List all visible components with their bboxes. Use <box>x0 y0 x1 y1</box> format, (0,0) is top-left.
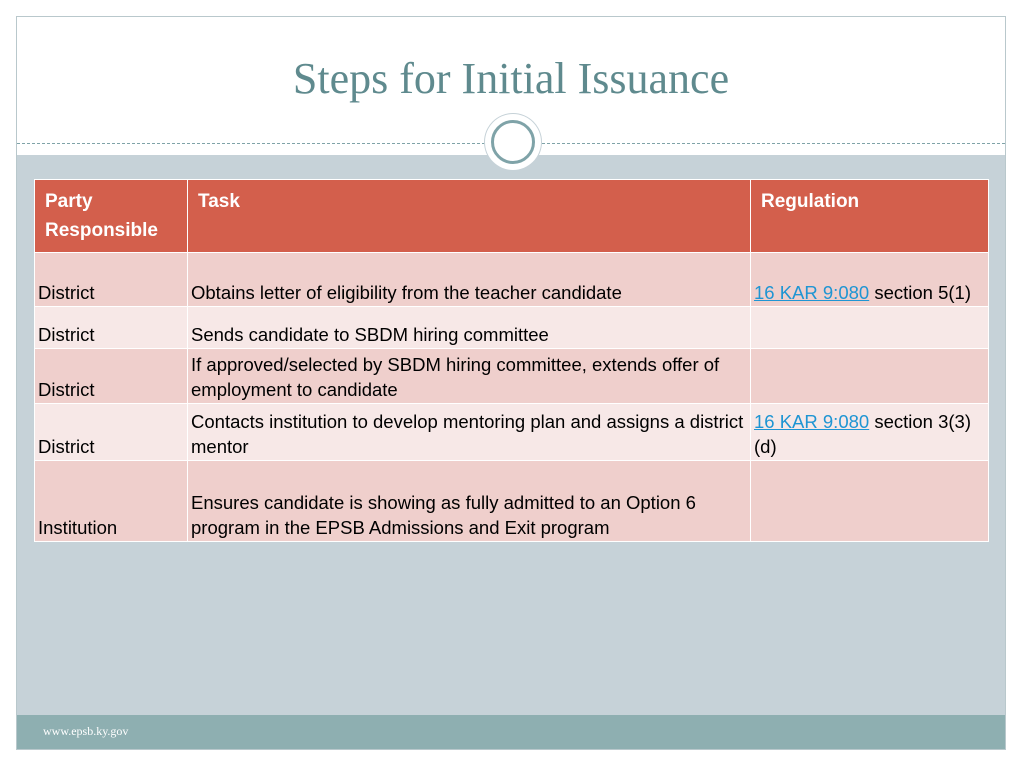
party-cell: District <box>35 253 188 307</box>
task-cell: Sends candidate to SBDM hiring committee <box>188 307 751 349</box>
regulation-section: section 3(3)(d) <box>754 411 971 457</box>
slide-title: Steps for Initial Issuance <box>292 54 730 103</box>
party-cell: District <box>35 404 188 461</box>
regulation-cell <box>751 349 989 404</box>
party-cell: Institution <box>35 461 188 542</box>
table-row <box>35 253 989 307</box>
party-cell: District <box>35 307 188 349</box>
task-cell: Obtains letter of eligibility from the teacher candidate <box>188 253 751 307</box>
ring-icon <box>491 120 535 164</box>
footer-url: www.epsb.ky.gov <box>43 724 129 738</box>
table-row <box>35 404 989 461</box>
task-cell: If approved/selected by SBDM hiring committee, extends offer of employment to candidate <box>188 349 751 404</box>
slide <box>16 16 1006 750</box>
regulation-cell <box>751 404 989 461</box>
issuance-steps-table <box>34 179 989 542</box>
regulation-cell <box>751 461 989 542</box>
header-party-responsible: Party Responsible <box>35 180 188 253</box>
task-cell: Contacts institution to develop mentoring plan and assigns a district mentor <box>188 404 751 461</box>
header-regulation: Regulation <box>751 180 989 253</box>
task-cell: Ensures candidate is showing as fully admitted to an Option 6 program in the EPSB Admissions and Exit program <box>188 461 751 542</box>
regulation-section: section 5(1) <box>869 282 971 303</box>
party-cell: District <box>35 349 188 404</box>
regulation-cell <box>751 307 989 349</box>
table-row <box>35 461 989 542</box>
header-task: Task <box>188 180 751 253</box>
circle-ornament-icon <box>485 114 541 170</box>
footer-bar <box>17 715 1005 750</box>
table-header-row <box>35 180 989 253</box>
table-row <box>35 349 989 404</box>
regulation-cell <box>751 253 989 307</box>
regulation-link[interactable]: 16 KAR 9:080 <box>754 282 870 303</box>
regulation-link[interactable]: 16 KAR 9:080 <box>754 411 870 432</box>
table-row <box>35 307 989 349</box>
